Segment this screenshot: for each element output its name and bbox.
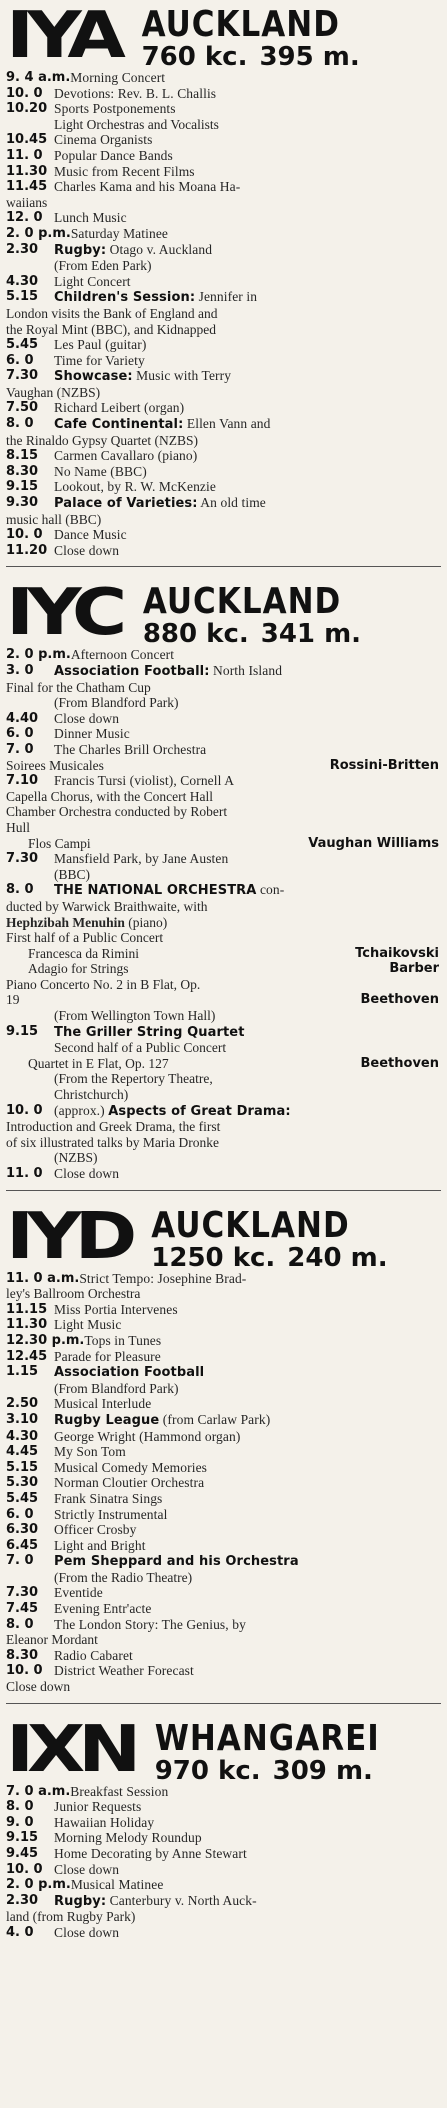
programme-title: Popular Dance Bands xyxy=(54,147,173,163)
programme-time: 11.30 xyxy=(6,1317,48,1333)
programme-time: 8.30 xyxy=(6,463,39,479)
programme-item xyxy=(6,1302,439,1318)
programme-note: (From Blandford Park) xyxy=(54,695,179,711)
programme-time: 11.30 xyxy=(6,163,48,179)
programme-item xyxy=(6,711,439,727)
programme-time: 6. 0 xyxy=(6,1506,34,1522)
work-title: 19 xyxy=(6,992,20,1008)
programme-time: 12.30 p.m. xyxy=(6,1332,85,1348)
section-divider xyxy=(6,566,441,567)
station-callsign: IXN xyxy=(6,1712,135,1787)
programme-title: Close down xyxy=(54,1166,120,1181)
programme-time: 7. 0 xyxy=(6,741,34,757)
programme-time: 11. 0 xyxy=(6,1166,43,1181)
programme-time: 10. 0 xyxy=(6,1861,43,1877)
station-ixn xyxy=(0,1714,447,1941)
programme-title: George Wright (Hammond organ) xyxy=(54,1428,241,1444)
programme-time: 9.15 xyxy=(6,1830,39,1846)
programme-title: Sports Postponements xyxy=(54,101,176,117)
programme-item xyxy=(6,1877,439,1893)
programme-title: Close down xyxy=(54,542,120,558)
programme-item xyxy=(6,1648,439,1664)
programme-highlight: THE NATIONAL ORCHESTRA xyxy=(54,883,257,899)
programme-time: 9.30 xyxy=(6,495,39,511)
programme-continuation: music hall (BBC) xyxy=(6,511,102,527)
programme-time: 6. 0 xyxy=(6,352,34,368)
programme-item xyxy=(6,1166,439,1182)
programme-item xyxy=(6,337,439,353)
work-composer: Vaughan Williams xyxy=(308,835,439,851)
programme-time: 8.30 xyxy=(6,1647,39,1663)
programme-time: 8.15 xyxy=(6,448,39,464)
station-wavelength: 395 m. xyxy=(259,42,360,72)
programme-highlight: Rugby League xyxy=(54,1412,160,1428)
work-title: Adagio for Strings xyxy=(28,961,129,977)
programme-work xyxy=(6,1056,439,1072)
programme-item xyxy=(6,86,439,102)
programme-highlight: Children's Session: xyxy=(54,290,196,306)
programme-time: 10.20 xyxy=(6,101,48,117)
programme-title: Radio Cabaret xyxy=(54,1647,133,1663)
programme-title xyxy=(54,1024,439,1041)
programme-item xyxy=(6,1617,439,1633)
station-wavelength: 341 m. xyxy=(260,619,362,650)
programme-title: (approx.) Aspects of Great Drama: xyxy=(54,1102,291,1119)
programme-title: Dance Music xyxy=(54,527,127,543)
programme-item xyxy=(6,1663,439,1679)
programme-title: No Name (BBC) xyxy=(54,463,147,479)
programme-item xyxy=(6,226,439,242)
programme-highlight: Rugby: xyxy=(54,1893,107,1909)
programme-title: Morning Melody Roundup xyxy=(54,1830,202,1846)
programme-title: Rugby: Canterbury v. North Auck- xyxy=(54,1892,257,1909)
programme-continuation: land (from Rugby Park) xyxy=(6,1909,136,1925)
station-city: AUCKLAND xyxy=(141,3,340,46)
programme-continuation: Hull xyxy=(6,819,31,835)
programme-continuation: ley's Ballroom Orchestra xyxy=(6,1286,141,1302)
programme-title: Hawaiian Holiday xyxy=(54,1814,155,1830)
programme-item xyxy=(6,851,439,867)
programme-title: Richard Leibert (organ) xyxy=(54,400,185,416)
station-kilocycles: 760 kc. xyxy=(141,42,248,72)
programme-continuation: the Rinaldo Gypsy Quartet (NZBS) xyxy=(6,432,198,448)
programme-title: Rugby League (from Carlaw Park) xyxy=(54,1411,271,1428)
programme-time: 7.30 xyxy=(6,368,39,384)
programme-work xyxy=(6,961,439,977)
programme-title: My Son Tom xyxy=(54,1444,126,1460)
programme-time: 11. 0 a.m. xyxy=(6,1270,80,1286)
programme-title: Cinema Organists xyxy=(54,132,153,148)
programme-list xyxy=(0,70,447,558)
programme-title: Parade for Pleasure xyxy=(54,1348,161,1364)
programme-title: Morning Concert xyxy=(70,70,166,85)
programme-continuation: Chamber Orchestra conducted by Robert xyxy=(6,804,228,820)
programme-item xyxy=(6,1846,439,1862)
programme-title: Strictly Instrumental xyxy=(54,1506,168,1522)
work-composer: Tchaikovski xyxy=(355,945,439,961)
programme-title: Children's Session: Jennifer in xyxy=(54,289,258,306)
programme-item xyxy=(6,368,439,385)
programme-time: 9. 0 xyxy=(6,1814,34,1830)
programme-time: 11.15 xyxy=(6,1301,48,1317)
programme-title: Les Paul (guitar) xyxy=(54,337,147,353)
programme-note: (From Eden Park) xyxy=(54,258,152,274)
programme-title: Palace of Varieties: An old time xyxy=(54,495,266,512)
station-city: AUCKLAND xyxy=(142,581,342,623)
programme-item xyxy=(6,1024,439,1041)
programme-continuation: of six illustrated talks by Maria Dronke xyxy=(6,1134,219,1150)
programme-title: Musical Comedy Memories xyxy=(54,1459,208,1475)
programme-title: Light Music xyxy=(54,1317,122,1333)
programme-title: Afternoon Concert xyxy=(70,647,175,663)
station-header xyxy=(0,1712,447,1787)
programme-work xyxy=(6,946,439,962)
programme-list xyxy=(0,1271,447,1695)
programme-item xyxy=(6,1538,439,1554)
programme-item xyxy=(6,1893,439,1910)
programme-continuation: the Royal Mint (BBC), and Kidnapped xyxy=(6,321,216,337)
work-title: Flos Campi xyxy=(28,835,91,851)
programme-time: 5.15 xyxy=(6,1459,39,1475)
programme-note: (BBC) xyxy=(54,866,91,882)
programme-highlight: Association Football: xyxy=(54,664,210,679)
programme-time: 4.30 xyxy=(6,273,39,289)
programme-time: 11.45 xyxy=(6,179,48,195)
programme-time: 5.30 xyxy=(6,1475,39,1491)
programme-title: Charles Kama and his Moana Ha- xyxy=(54,179,241,195)
programme-title: Frank Sinatra Sings xyxy=(54,1490,163,1506)
section-divider xyxy=(6,1703,441,1704)
programme-title: Close down xyxy=(54,1924,120,1940)
programme-title: Miss Portia Intervenes xyxy=(54,1301,178,1317)
station-info xyxy=(155,1718,380,1786)
work-title: Quartet in E Flat, Op. 127 xyxy=(28,1055,169,1071)
programme-item xyxy=(6,726,439,742)
programme-time: 6.45 xyxy=(6,1537,39,1553)
programme-item xyxy=(6,663,439,680)
programme-time: 5.45 xyxy=(6,337,39,353)
programme-time: 10. 0 xyxy=(6,1663,43,1679)
programme-time: 7.45 xyxy=(6,1601,39,1617)
programme-highlight: The Griller String Quartet xyxy=(54,1024,245,1040)
programme-title: Close down xyxy=(54,1861,120,1877)
programme-continuation: Vaughan (NZBS) xyxy=(6,384,101,400)
programme-highlight: Showcase: xyxy=(54,369,133,385)
station-callsign: IYD xyxy=(6,1199,131,1274)
station-frequency xyxy=(155,1756,380,1786)
programme-time: 10. 0 xyxy=(6,85,43,101)
station-kilocycles: 970 kc. xyxy=(154,1755,261,1786)
programme-item xyxy=(6,400,439,416)
programme-title xyxy=(54,1553,439,1570)
programme-item xyxy=(6,1830,439,1846)
programme-item xyxy=(6,1475,439,1491)
programme-time: 2.50 xyxy=(6,1396,39,1412)
soloist-name: Hephzibah Menuhin xyxy=(6,914,125,930)
programme-time: 2. 0 p.m. xyxy=(6,225,71,241)
programme-item xyxy=(6,1429,439,1445)
programme-work-title: Piano Concerto No. 2 in B Flat, Op. xyxy=(6,976,201,992)
programme-note: Second half of a Public Concert xyxy=(54,1040,227,1056)
programme-item xyxy=(6,1103,439,1120)
programme-time: 7.10 xyxy=(6,773,39,789)
station-callsign: IYA xyxy=(6,0,119,73)
programme-item xyxy=(6,1412,439,1429)
programme-title: Close down xyxy=(54,710,120,726)
programme-time: 3. 0 xyxy=(6,663,34,678)
programme-continuation: Final for the Chatham Cup xyxy=(6,679,151,695)
programme-highlight: Rugby: xyxy=(54,242,107,258)
programme-item xyxy=(6,882,439,899)
programme-time: 5.15 xyxy=(6,289,39,305)
station-city: AUCKLAND xyxy=(151,1204,350,1246)
programme-item xyxy=(6,353,439,369)
station-city: WHANGAREI xyxy=(154,1717,380,1759)
programme-item xyxy=(6,1491,439,1507)
programme-time: 4.40 xyxy=(6,710,39,726)
work-composer: Rossini-Britten xyxy=(329,757,439,773)
programme-time: 11.20 xyxy=(6,542,48,558)
programme-highlight: Association Football xyxy=(54,1365,205,1381)
programme-title: Home Decorating by Anne Stewart xyxy=(54,1846,247,1861)
programme-highlight: Pem Sheppard and his Orchestra xyxy=(54,1554,299,1570)
work-composer: Beethoven xyxy=(360,1055,439,1071)
station-kilocycles: 1250 kc. xyxy=(151,1242,276,1273)
programme-time: 12. 0 xyxy=(6,210,43,226)
programme-item xyxy=(6,1799,439,1815)
station-info xyxy=(143,581,361,649)
station-header xyxy=(0,1199,447,1274)
programme-time: 8. 0 xyxy=(6,1616,34,1632)
programme-time: 7.50 xyxy=(6,400,39,416)
programme-title xyxy=(54,1364,439,1381)
programme-item xyxy=(6,1585,439,1601)
programme-title: Music from Recent Films xyxy=(54,163,195,179)
programme-item xyxy=(6,1553,439,1570)
programme-time: 10. 0 xyxy=(6,527,43,543)
programme-item xyxy=(6,416,439,433)
programme-time: 8. 0 xyxy=(6,882,34,898)
programme-item xyxy=(6,1522,439,1538)
programme-time: 7. 0 xyxy=(6,1553,34,1569)
station-kilocycles: 880 kc. xyxy=(142,619,249,650)
programme-time: 9.15 xyxy=(6,1023,39,1039)
programme-time: 2. 0 p.m. xyxy=(6,647,71,663)
programme-item xyxy=(6,148,439,164)
station-wavelength: 309 m. xyxy=(272,1755,373,1786)
programme-time: 10.45 xyxy=(6,132,48,148)
programme-item xyxy=(6,1601,439,1617)
programme-title: The Charles Brill Orchestra xyxy=(54,741,207,757)
programme-item xyxy=(6,210,439,226)
programme-title: Lunch Music xyxy=(54,210,127,226)
programme-time: 6. 0 xyxy=(6,726,34,742)
programme-item xyxy=(6,479,439,495)
programme-title: Strict Tempo: Josephine Brad- xyxy=(79,1270,247,1286)
programme-work xyxy=(6,836,439,852)
programme-time: 8. 0 xyxy=(6,416,34,432)
programme-title: Musical Interlude xyxy=(54,1396,152,1412)
programme-list xyxy=(0,1784,447,1941)
programme-note: (From Wellington Town Hall) xyxy=(54,1008,216,1024)
programme-item xyxy=(6,164,439,180)
programme-title: Saturday Matinee xyxy=(70,225,169,241)
programme-title: Light Concert xyxy=(54,273,131,289)
programme-item xyxy=(6,448,439,464)
programme-item xyxy=(6,1460,439,1476)
station-info xyxy=(151,1205,387,1273)
programme-item xyxy=(6,773,439,789)
programme-item xyxy=(6,1925,439,1941)
work-title: Francesca da Rimini xyxy=(28,945,139,961)
programme-time: 8. 0 xyxy=(6,1799,34,1815)
programme-time: 2. 0 p.m. xyxy=(6,1877,71,1893)
programme-time: 9.45 xyxy=(6,1846,39,1861)
programme-time: 2.30 xyxy=(6,1892,39,1908)
programme-item xyxy=(6,1815,439,1831)
station-frequency xyxy=(151,1243,387,1273)
programme-time: 6.30 xyxy=(6,1522,39,1538)
programme-item xyxy=(6,1349,439,1365)
programme-list xyxy=(0,647,447,1181)
programme-time: 4.30 xyxy=(6,1428,39,1444)
programme-title: Cafe Continental: Ellen Vann and xyxy=(54,416,271,433)
programme-item xyxy=(6,289,439,306)
programme-title: Tops in Tunes xyxy=(84,1332,162,1348)
programme-item xyxy=(6,495,439,512)
programme-time: 5.45 xyxy=(6,1490,39,1506)
programme-time: 10. 0 xyxy=(6,1102,43,1118)
programme-time: 3.10 xyxy=(6,1411,39,1427)
programme-item xyxy=(6,1507,439,1523)
programme-item xyxy=(6,1364,439,1381)
programme-time: 2.30 xyxy=(6,241,39,257)
programme-note: (From Blandford Park) xyxy=(54,1380,179,1396)
programme-title: Norman Cloutier Orchestra xyxy=(54,1475,205,1491)
programme-title: Devotions: Rev. B. L. Challis xyxy=(54,85,217,101)
programme-item xyxy=(6,274,439,290)
station-header xyxy=(0,576,447,651)
programme-item xyxy=(6,742,439,758)
programme-note: Christchurch) xyxy=(54,1087,129,1103)
programme-highlight: Aspects of Great Drama: xyxy=(108,1103,291,1119)
programme-soloist: Hephzibah Menuhin (piano) xyxy=(6,914,168,930)
programme-time: 9. 4 a.m. xyxy=(6,70,71,85)
programme-continuation: Eleanor Mordant xyxy=(6,1632,98,1648)
programme-time: 11. 0 xyxy=(6,147,43,163)
programme-time: 1.15 xyxy=(6,1364,39,1380)
programme-item xyxy=(6,1396,439,1412)
programme-title: Musical Matinee xyxy=(70,1877,164,1893)
programme-note: (NZBS) xyxy=(54,1150,98,1166)
programme-item xyxy=(6,101,439,117)
programme-title: Lookout, by R. W. McKenzie xyxy=(54,479,216,495)
programme-title: Rugby: Otago v. Auckland xyxy=(54,241,213,258)
programme-title: Francis Tursi (violist), Cornell A xyxy=(54,773,235,789)
programme-highlight: Palace of Varieties: xyxy=(54,496,198,512)
programme-continuation: ducted by Warwick Braithwaite, with xyxy=(6,898,208,914)
station-iyd xyxy=(0,1201,447,1695)
programme-title: Evening Entr'acte xyxy=(54,1601,152,1617)
work-composer: Beethoven xyxy=(360,992,439,1008)
programme-time: 4. 0 xyxy=(6,1924,34,1940)
station-frequency xyxy=(142,42,360,72)
station-iya xyxy=(0,0,447,558)
programme-continuation: Capella Chorus, with the Concert Hall xyxy=(6,788,213,804)
programme-title: Carmen Cavallaro (piano) xyxy=(54,448,198,464)
programme-title: Mansfield Park, by Jane Austen xyxy=(54,851,229,867)
programme-item xyxy=(6,543,439,559)
station-iyc xyxy=(0,577,447,1181)
programme-time: 7. 0 a.m. xyxy=(6,1783,71,1799)
programme-title: Officer Crosby xyxy=(54,1522,137,1538)
programme-continuation: London visits the Bank of England and xyxy=(6,305,218,321)
section-divider xyxy=(6,1190,441,1191)
programme-title: Light and Bright xyxy=(54,1537,146,1553)
programme-title: Eventide xyxy=(54,1585,103,1601)
programme-title: Dinner Music xyxy=(54,726,130,742)
programme-item xyxy=(6,132,439,148)
programme-item xyxy=(6,1333,439,1349)
programme-continuation: Close down xyxy=(6,1679,71,1695)
station-info xyxy=(142,4,360,72)
programme-item xyxy=(6,527,439,543)
station-frequency xyxy=(143,619,361,649)
programme-work xyxy=(6,758,439,774)
programme-title: Association Football: North Island xyxy=(54,663,283,679)
programme-highlight: Cafe Continental: xyxy=(54,417,184,433)
programme-item xyxy=(6,242,439,259)
programme-continuation: waiians xyxy=(6,194,48,210)
programme-title: Showcase: Music with Terry xyxy=(54,368,232,385)
programme-item xyxy=(6,1444,439,1460)
programme-note: Light Orchestras and Vocalists xyxy=(54,116,219,132)
programme-work xyxy=(6,992,439,1008)
station-header xyxy=(0,0,447,73)
programme-item xyxy=(6,179,439,195)
station-wavelength: 240 m. xyxy=(287,1242,388,1273)
programme-time: 4.45 xyxy=(6,1444,39,1460)
programme-item xyxy=(6,464,439,480)
programme-title: District Weather Forecast xyxy=(54,1663,194,1679)
programme-note: First half of a Public Concert xyxy=(6,930,164,946)
programme-title: The London Story: The Genius, by xyxy=(54,1616,246,1632)
programme-item xyxy=(6,1862,439,1878)
programme-title: Time for Variety xyxy=(54,352,145,368)
programme-title: Junior Requests xyxy=(54,1799,142,1815)
programme-time: 7.30 xyxy=(6,851,39,867)
work-title: Soirees Musicales xyxy=(6,757,104,773)
programme-note: (From the Radio Theatre) xyxy=(54,1569,193,1585)
programme-title: THE NATIONAL ORCHESTRA con- xyxy=(54,882,285,899)
programme-time: 7.30 xyxy=(6,1585,39,1601)
programme-title: Breakfast Session xyxy=(70,1783,169,1799)
programme-time: 12.45 xyxy=(6,1348,48,1364)
station-callsign: IYC xyxy=(6,576,121,651)
programme-continuation: Introduction and Greek Drama, the first xyxy=(6,1119,221,1135)
programme-time: 9.15 xyxy=(6,479,39,495)
programme-item xyxy=(6,1317,439,1333)
work-composer: Barber xyxy=(389,961,439,977)
programme-note: (From the Repertory Theatre, xyxy=(54,1071,213,1087)
